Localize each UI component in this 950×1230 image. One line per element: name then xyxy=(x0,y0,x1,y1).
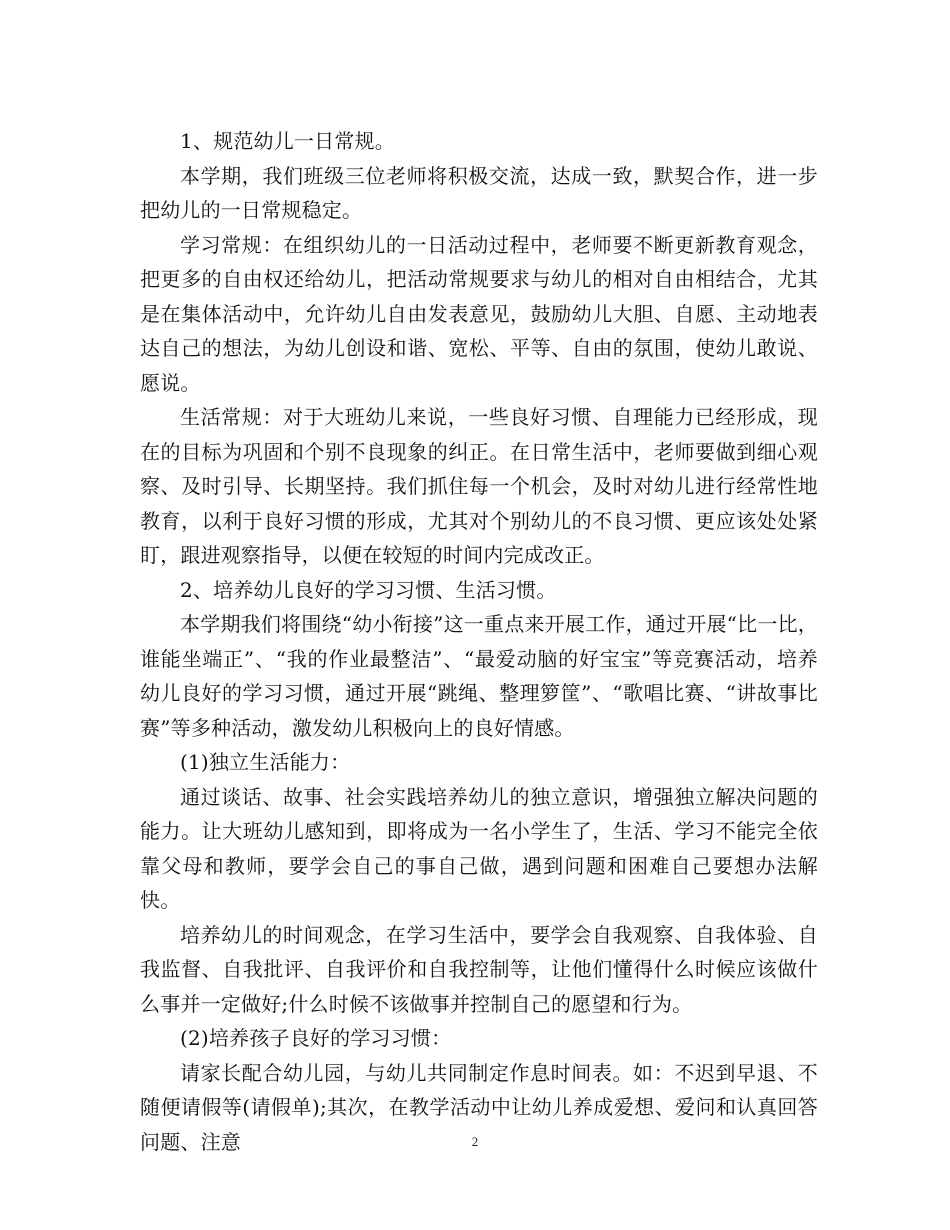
paragraph: 学习常规：在组织幼儿的一日活动过程中，老师要不断更新教育观念，把更多的自由权还给幼儿，把活动常规要求与幼儿的相对自由相结合，尤其是在集体活动中，允许幼儿自由发表意见，鼓励幼儿大胆、自愿、主动地表达自己的想法，为幼儿创设和谐、宽松、平等、自由的氛围，使幼儿敢说、愿说。 xyxy=(140,232,818,395)
section-heading-2: 2、培养幼儿良好的学习习惯、生活习惯。 xyxy=(180,577,557,602)
paragraph: 通过谈话、故事、社会实践培养幼儿的独立意识，增强独立解决问题的能力。让大班幼儿感知到，即将成为一名小学生了，生活、学习不能完全依靠父母和教师，要学会自己的事自己做，遇到问题和困难自己要想办法解快。 xyxy=(140,784,818,912)
paragraph: 培养幼儿的时间观念，在学习生活中，要学会自我观察、自我体验、自我监督、自我批评、自我评价和自我控制等，让他们懂得什么时候应该做什么事并一定做好;什么时候不该做事并控制自己的愿望和行为。 xyxy=(140,922,818,1016)
page-number: 2 xyxy=(471,1134,479,1149)
section-heading-1: 1、规范幼儿一日常规。 xyxy=(180,129,395,153)
subsection-heading-1: (1)独立生活能力： xyxy=(180,750,351,774)
document-body xyxy=(140,124,818,1159)
paragraph: 生活常规：对于大班幼儿来说，一些良好习惯、自理能力已经形成，现在的目标为巩固和个别不良现象的纠正。在日常生活中，老师要做到细心观察、及时引导、长期坚持。我们抓住每一个机会，及时对幼儿进行经常性地教育，以利于良好习惯的形成，尤其对个别幼儿的不良习惯、更应该处处紧盯，跟进观察指导，以便在较短的时间内完成改正。 xyxy=(140,405,818,567)
paragraph: 本学期我们将围绕“幼小衔接”这一重点来开展工作，通过开展“比一比，谁能坐端正”、“我的作业最整洁”、“最爱动脑的好宝宝”等竞赛活动，培养幼儿良好的学习习惯，通过开展“跳绳、整理箩筐”、“歌唱比赛、“讲故事比赛”等多种活动，激发幼儿积极向上的良好情感。 xyxy=(140,612,818,740)
paragraph: 本学期，我们班级三位老师将积极交流，达成一致，默契合作，进一步把幼儿的一日常规稳定。 xyxy=(140,163,818,222)
subsection-heading-2: (2)培养孩子良好的学习习惯： xyxy=(180,1026,452,1050)
paragraph: 请家长配合幼儿园，与幼儿共同制定作息时间表。如：不迟到早退、不随便请假等(请假单);其次，在教学活动中让幼儿养成爱想、爱问和认真回答问题、注意 xyxy=(140,1060,818,1154)
